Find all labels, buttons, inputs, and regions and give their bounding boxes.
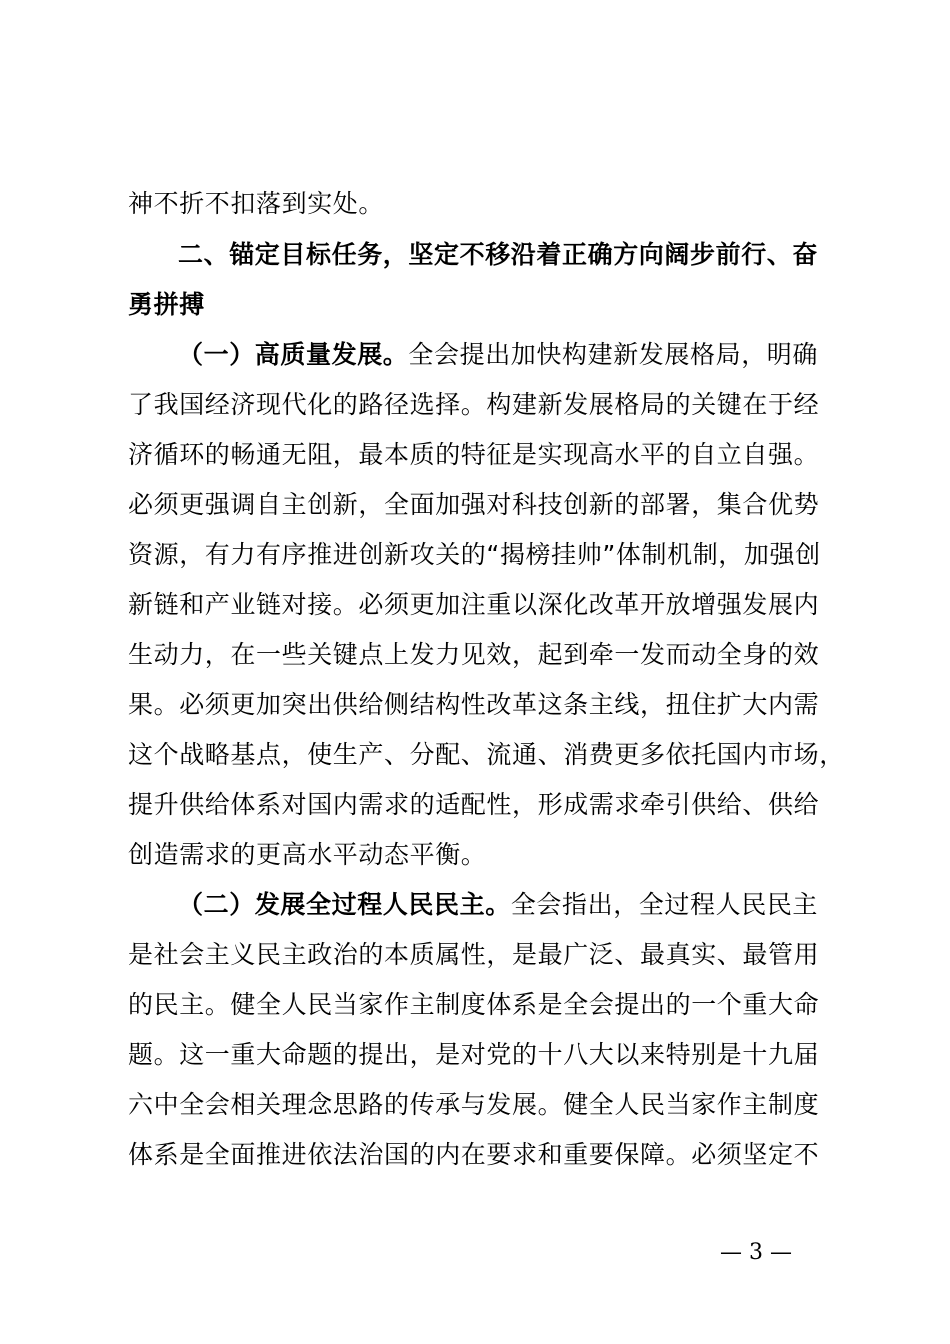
paragraph-line xyxy=(178,890,898,920)
paragraph-line: 新链和产业链对接。必须更加注重以深化改革开放增强发展内 xyxy=(128,590,820,619)
section-heading-continued: 勇拼搏 xyxy=(128,290,205,319)
subheading: （一）高质量发展。 xyxy=(178,340,409,369)
paragraph-line: 体系是全面推进依法治国的内在要求和重要保障。必须坚定不 xyxy=(128,1140,820,1169)
paragraph-line: 题。这一重大命题的提出，是对党的十八大以来特别是十九届 xyxy=(128,1040,820,1069)
paragraph-text: 全会提出加快构建新发展格局，明确 xyxy=(408,340,819,369)
paragraph-line: 果。必须更加突出供给侧结构性改革这条主线，扭住扩大内需 xyxy=(128,690,820,719)
paragraph-line: 了我国经济现代化的路径选择。构建新发展格局的关键在于经 xyxy=(128,390,820,419)
subheading: （二）发展全过程人民民主。 xyxy=(178,890,511,919)
paragraph-line xyxy=(178,340,898,370)
paragraph-line: 的民主。健全人民当家作主制度体系是全会提出的一个重大命 xyxy=(128,990,820,1019)
paragraph-text: 全会指出，全过程人民民主 xyxy=(510,890,819,919)
paragraph-line: 创造需求的更高水平动态平衡。 xyxy=(128,840,487,869)
section-heading: 二、锚定目标任务，坚定不移沿着正确方向阔步前行、奋 xyxy=(178,240,819,269)
paragraph-line: 六中全会相关理念思路的传承与发展。健全人民当家作主制度 xyxy=(128,1090,820,1119)
paragraph-line: 是社会主义民主政治的本质属性，是最广泛、最真实、最管用 xyxy=(128,940,820,969)
paragraph-line: 这个战略基点，使生产、分配、流通、消费更多依托国内市场， xyxy=(128,740,845,769)
paragraph-line: 生动力，在一些关键点上发力见效，起到牵一发而动全身的效 xyxy=(128,640,820,669)
paragraph-line: 必须更强调自主创新，全面加强对科技创新的部署，集合优势 xyxy=(128,490,820,519)
paragraph-line: 资源，有力有序推进创新攻关的“揭榜挂帅”体制机制，加强创 xyxy=(128,540,821,569)
page-number: — 3 — xyxy=(720,1240,792,1265)
paragraph-line: 济循环的畅通无阻，最本质的特征是实现高水平的自立自强。 xyxy=(128,440,820,469)
paragraph-line: 提升供给体系对国内需求的适配性，形成需求牵引供给、供给 xyxy=(128,790,820,819)
paragraph-line: 神不折不扣落到实处。 xyxy=(128,189,385,218)
